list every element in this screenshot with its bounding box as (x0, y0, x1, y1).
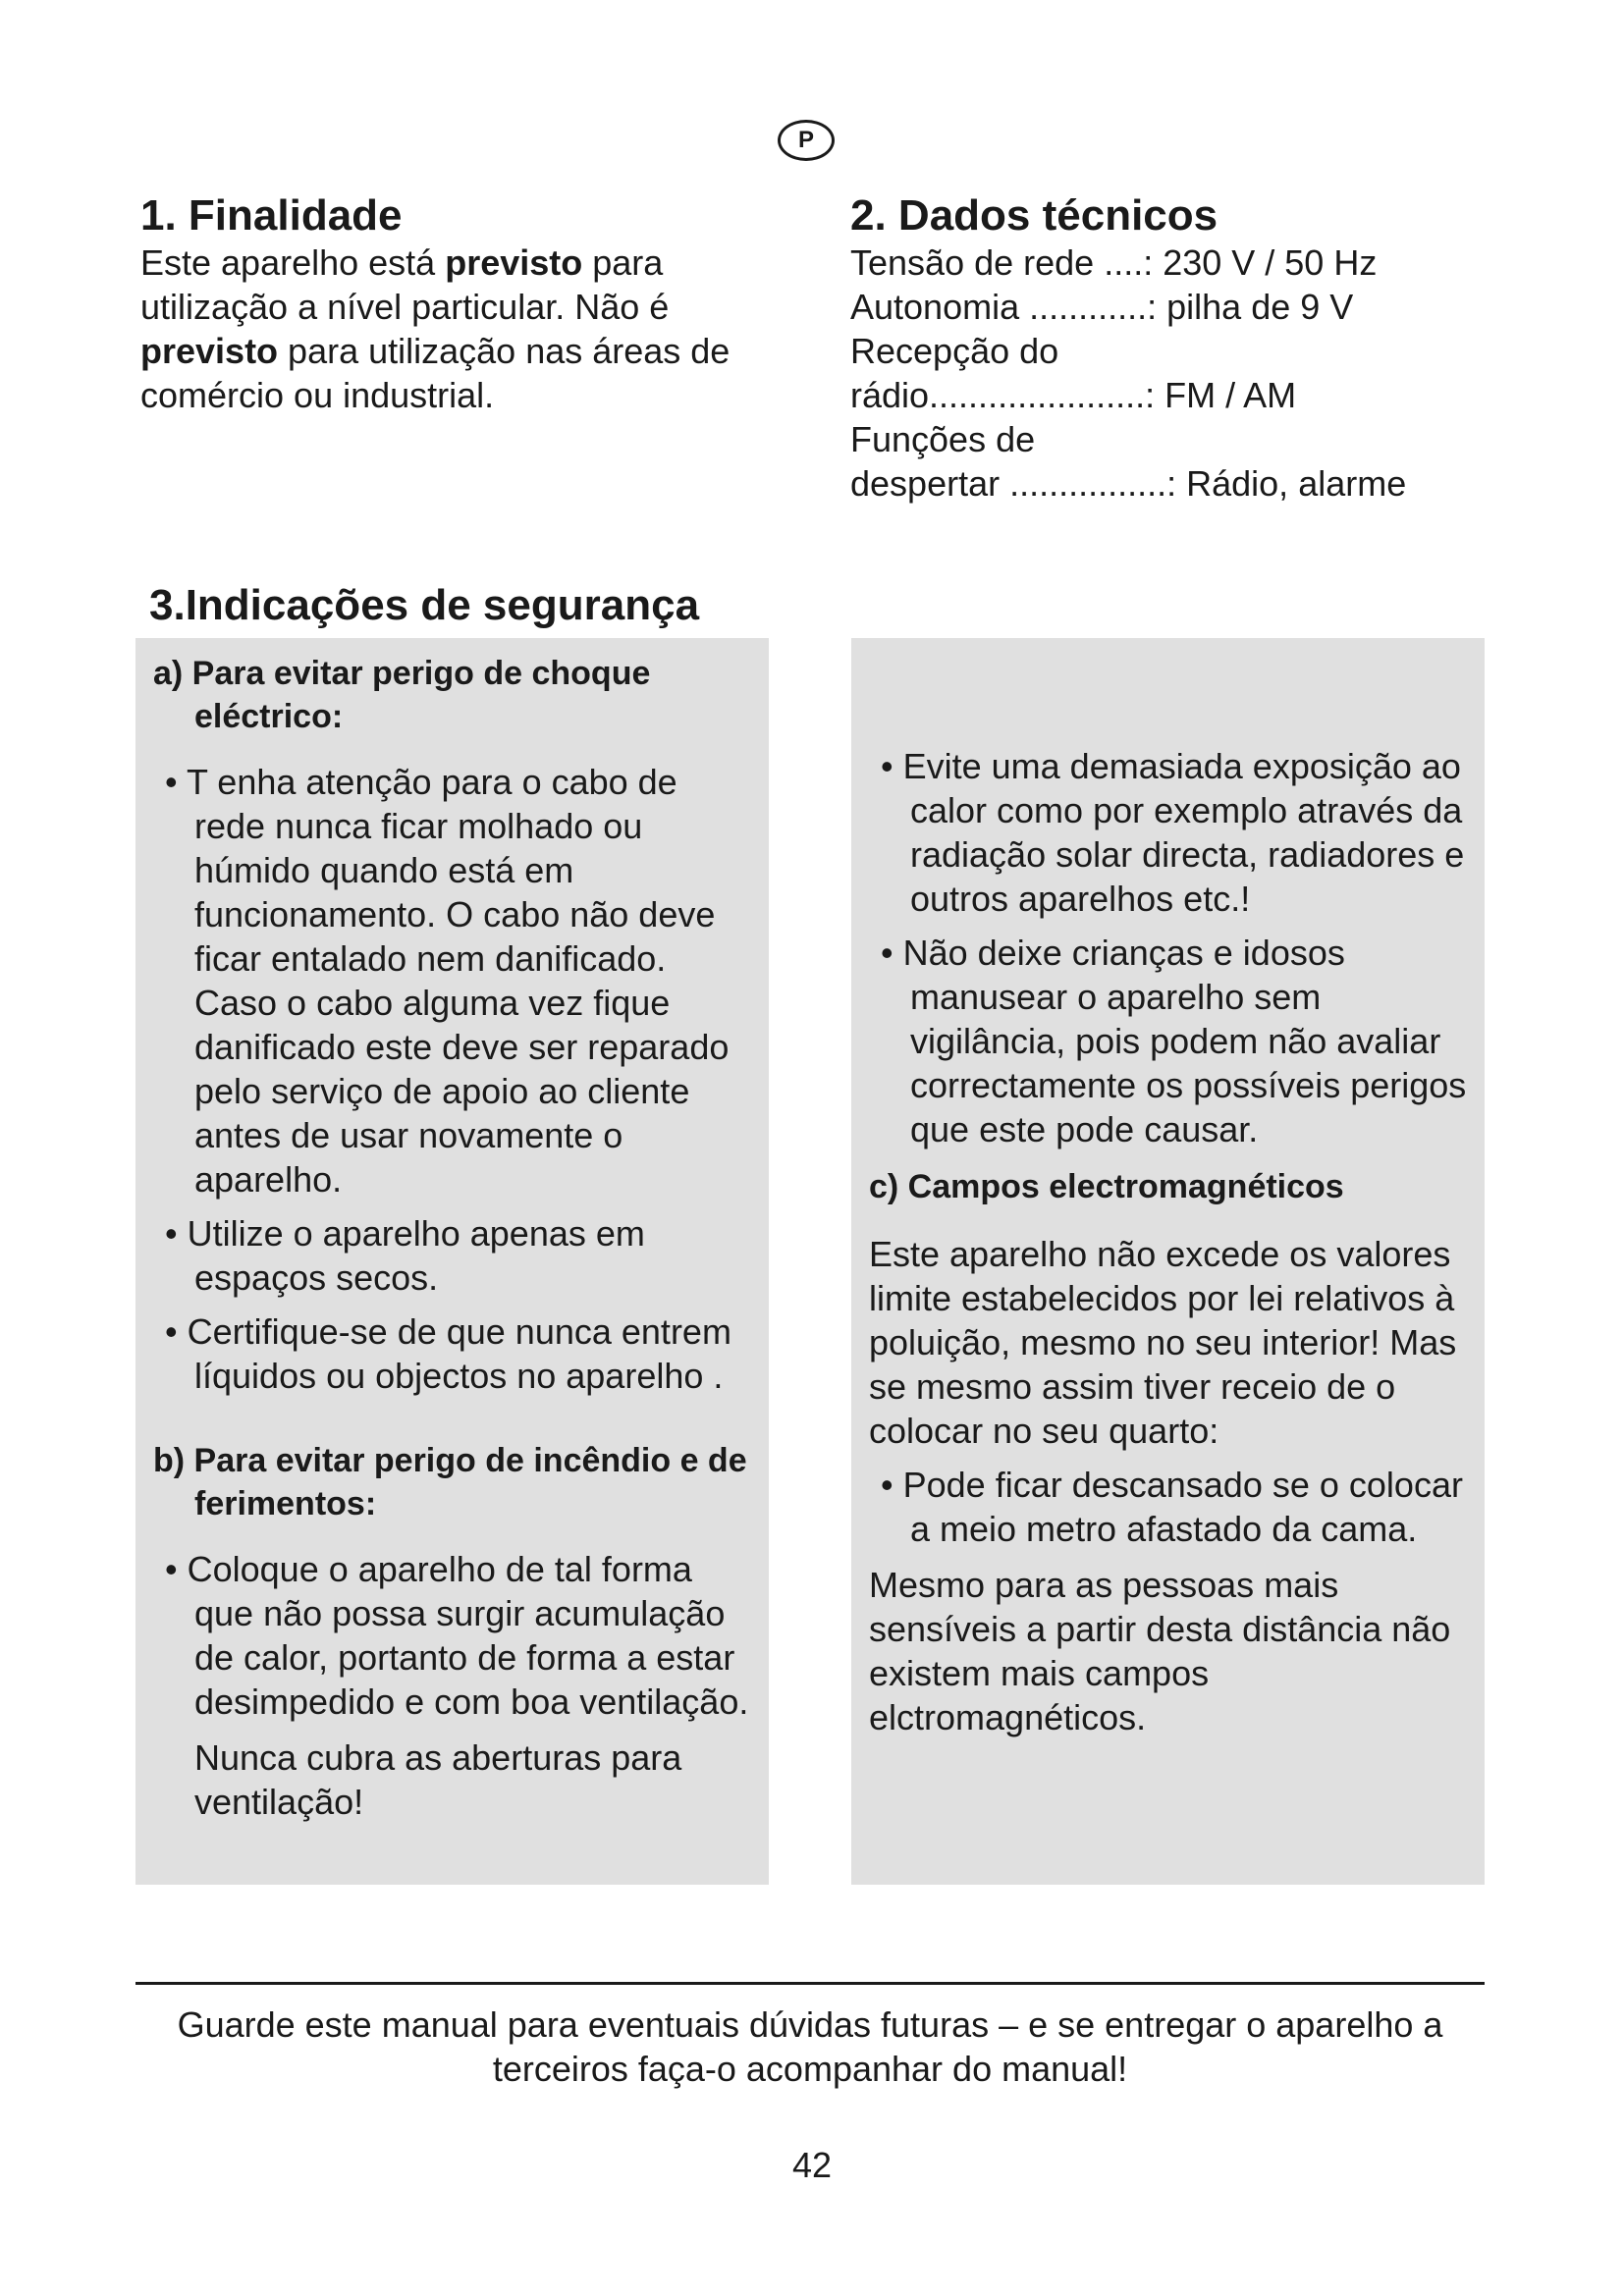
spec-reception-value: rádio......................: FM / AM (850, 375, 1297, 415)
spec-voltage: Tensão de rede ....: 230 V / 50 Hz (850, 242, 1378, 283)
spec-list (850, 240, 1439, 506)
subsection-a-bullet-1: • T enha atenção para o cabo de rede nunca ficar molhado ou húmido quando está em funcionamento. O cabo não deve ficar entalado nem danificado. (165, 762, 716, 979)
subsection-a-title: a) Para evitar perigo de choque eléctrico: (153, 655, 651, 735)
subsection-c-bullet-1: • Pode ficar descansado se o colocar a meio metro afastado da cama. (881, 1465, 1463, 1549)
page-number: 42 (791, 2145, 833, 2185)
subsection-b-bullet-1-continued: Nunca cubra as aberturas para ventilação! (194, 1737, 682, 1822)
section3-title: 3.Indicações de segurança (149, 581, 700, 629)
subsection-c-paragraph-2: Mesmo para as pessoas mais sensíveis a partir desta distância não existem mais campos elctromagnéticos. (869, 1565, 1451, 1737)
spec-reception-label: Recepção do (850, 331, 1059, 371)
subsection-b-bullet-1: • Coloque o aparelho de tal forma que não possa surgir acumulação de calor, portanto de forma a estar desimpedido e com boa ventilação. (165, 1549, 749, 1722)
spec-alarm-value: despertar ................: Rádio, alarme (850, 463, 1407, 504)
safety-box-left (135, 638, 769, 1885)
spec-alarm-label: Funções de (850, 419, 1036, 459)
subsection-c-title: c) Campos electromagnéticos (869, 1168, 1344, 1205)
subsection-b-title: b) Para evitar perigo de incêndio e de ferimentos: (153, 1442, 747, 1522)
subsection-b-bullet-3: • Não deixe crianças e idosos manusear o aparelho sem vigilância, pois podem não avaliar correctamente os possíveis perigos que este pode causar. (881, 933, 1467, 1149)
footer-divider (135, 1982, 1485, 1985)
section1-title: 1. Finalidade (140, 191, 403, 240)
subsection-b-bullet-2: • Evite uma demasiada exposição ao calor como por exemplo através da radiação solar directa, radiadores e outros aparelhos etc.! (881, 746, 1465, 919)
section2-title: 2. Dados técnicos (850, 191, 1218, 240)
subsection-a-bullet-3: • Certifique-se de que nunca entrem líquidos ou objectos no aparelho . (165, 1311, 731, 1396)
subsection-c-paragraph-1: Este aparelho não excede os valores limite estabelecidos por lei relativos à poluição, mesmo no seu interior! Mas se mesmo assim tiver receio de o colocar no seu quarto: (869, 1234, 1457, 1451)
language-badge-label: P (797, 127, 814, 153)
spec-autonomy: Autonomia ............: pilha de 9 V (850, 287, 1354, 327)
footer-note: Guarde este manual para eventuais dúvidas futuras – e se entregar o aparelho a terceiros faça-o acompanhar do manual! (177, 2004, 1443, 2089)
subsection-a-bullet-2: • Utilize o aparelho apenas em espaços secos. (165, 1213, 645, 1298)
section1-text: Este aparelho está previsto para utilização a nível particular. Não é previsto para utilização nas áreas de comércio ou industrial. (140, 242, 731, 415)
language-badge (778, 120, 835, 161)
safety-box-right (851, 638, 1485, 1885)
subsection-a-bullet-1-continued: Caso o cabo alguma vez fique danificado este deve ser reparado pelo serviço de apoio ao cliente antes de usar novamente o aparelho. (194, 983, 730, 1200)
